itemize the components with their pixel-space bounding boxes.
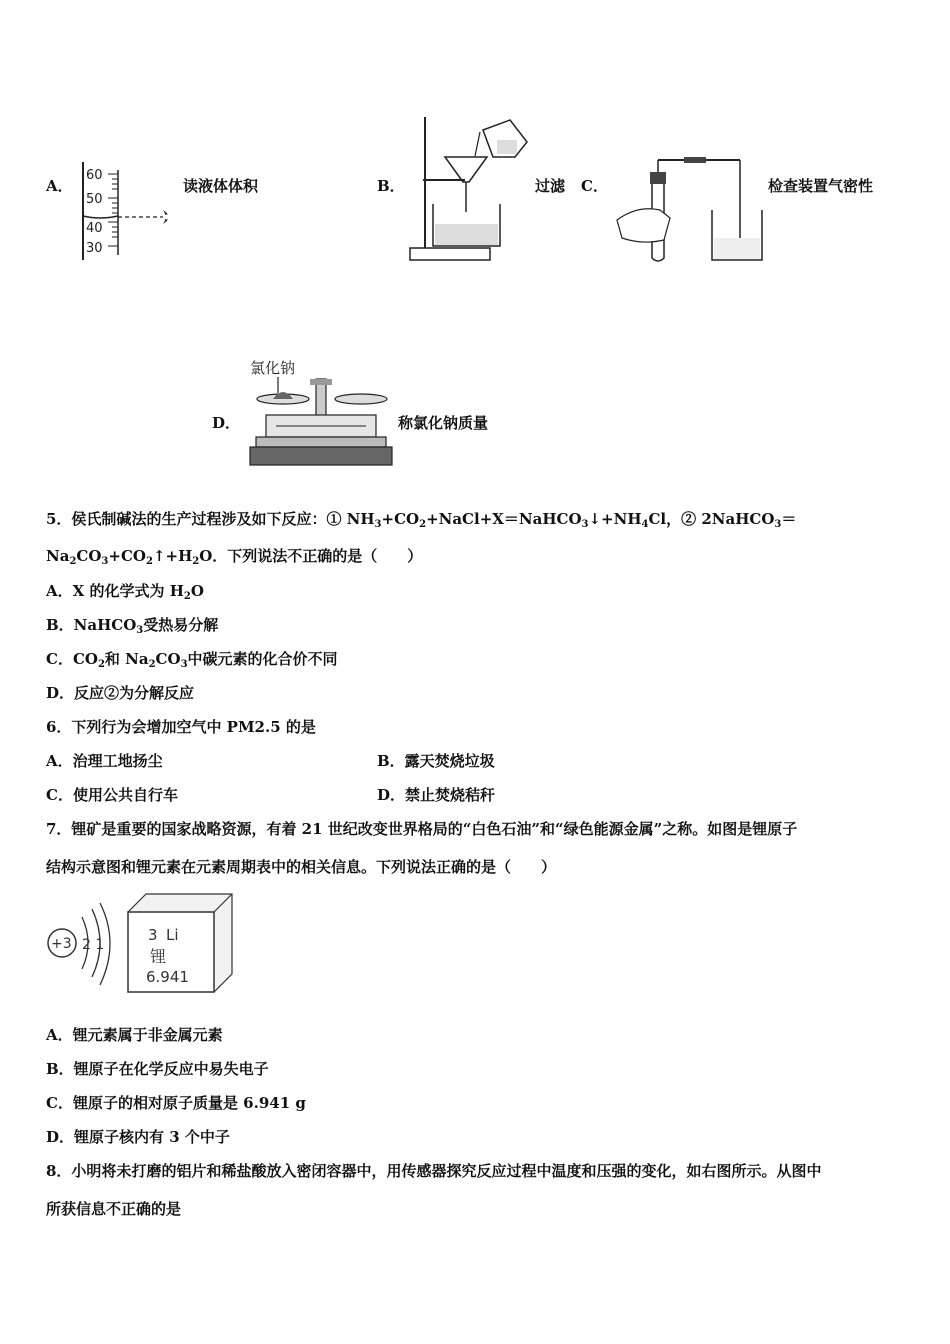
q7-option-d: D．锂原子核内有 3 个中子 xyxy=(46,1128,230,1146)
q5-stem-line1: 5．侯氏制碱法的生产过程涉及如下反应：① $NH_3+CO_2+NaCl+X=NaHCO_3↓+NH_4Cl$，② 2NaHCO$_3$＝ xyxy=(46,510,797,530)
graduated-cylinder-figure xyxy=(78,160,188,269)
q7-option-b: B．锂原子在化学反应中易失电子 xyxy=(46,1060,269,1078)
option-b-caption: 过滤 xyxy=(535,177,566,195)
q6-option-d: D．禁止焚烧秸秆 xyxy=(377,786,496,804)
q7-stem-line1: 7．锂矿是重要的国家战略资源，有着 21 世纪改变世界格局的“白色石油”和“绿色能源金属”之称。如图是锂原子 xyxy=(46,820,798,838)
q6-option-b: B．露天焚烧垃圾 xyxy=(377,752,495,770)
option-b-letter: B． xyxy=(377,177,405,195)
periodic-table-cell xyxy=(124,890,236,1000)
scale-tick-label: 40 xyxy=(86,221,103,236)
atom-nucleus-label: +3 xyxy=(51,936,72,952)
option-d-caption: 称氯化钠质量 xyxy=(398,414,489,432)
option-a-caption: 读液体体积 xyxy=(183,177,259,195)
filtration-figure xyxy=(405,112,535,268)
lithium-atom-diagram xyxy=(44,895,124,999)
airtightness-check-figure xyxy=(612,150,767,269)
dish-label: 氯化钠 xyxy=(250,359,296,377)
element-symbol: Li xyxy=(166,926,179,944)
atom-shell-electrons: 2 1 xyxy=(82,937,105,953)
option-c-letter: C． xyxy=(581,177,608,195)
q5-option-b: B．NaHCO$_3$受热易分解 xyxy=(46,616,219,636)
scale-tick-label: 50 xyxy=(86,192,103,207)
q6-stem: 6．下列行为会增加空气中 PM2.5 的是 xyxy=(46,718,316,736)
q5-option-d: D．反应②为分解反应 xyxy=(46,684,195,702)
element-name: 锂 xyxy=(150,947,167,966)
option-c-caption: 检查装置气密性 xyxy=(768,177,874,195)
q5-stem-line2: $Na_2CO_3+CO_2↑+H_2O$．下列说法不正确的是（ ） xyxy=(46,547,423,567)
q7-stem-line2: 结构示意图和锂元素在元素周期表中的相关信息。下列说法正确的是（ ） xyxy=(46,858,557,876)
q8-stem-line2: 所获信息不正确的是 xyxy=(46,1200,182,1218)
scale-tick-label: 60 xyxy=(86,168,103,183)
element-mass: 6.941 xyxy=(146,968,189,986)
option-d-letter: D． xyxy=(212,414,241,432)
q7-option-a: A．锂元素属于非金属元素 xyxy=(46,1026,223,1044)
scale-tick-label: 30 xyxy=(86,241,103,256)
option-a-letter: A． xyxy=(46,177,73,195)
q5-option-a: A．X 的化学式为 $H_2O$ xyxy=(46,582,204,602)
q5-option-c: C．$CO_2$和 $Na_2CO_3$中碳元素的化合价不同 xyxy=(46,650,338,670)
q8-stem-line1: 8．小明将未打磨的铝片和稀盐酸放入密闭容器中，用传感器探究反应过程中温度和压强的变化，如右图所示。从图中 xyxy=(46,1162,822,1180)
q6-option-a: A．治理工地扬尘 xyxy=(46,752,163,770)
q6-option-c: C．使用公共自行车 xyxy=(46,786,178,804)
element-number: 3 xyxy=(148,926,158,944)
q7-option-c: C．锂原子的相对原子质量是 6.941 g xyxy=(46,1094,306,1112)
balance-figure xyxy=(248,355,393,474)
